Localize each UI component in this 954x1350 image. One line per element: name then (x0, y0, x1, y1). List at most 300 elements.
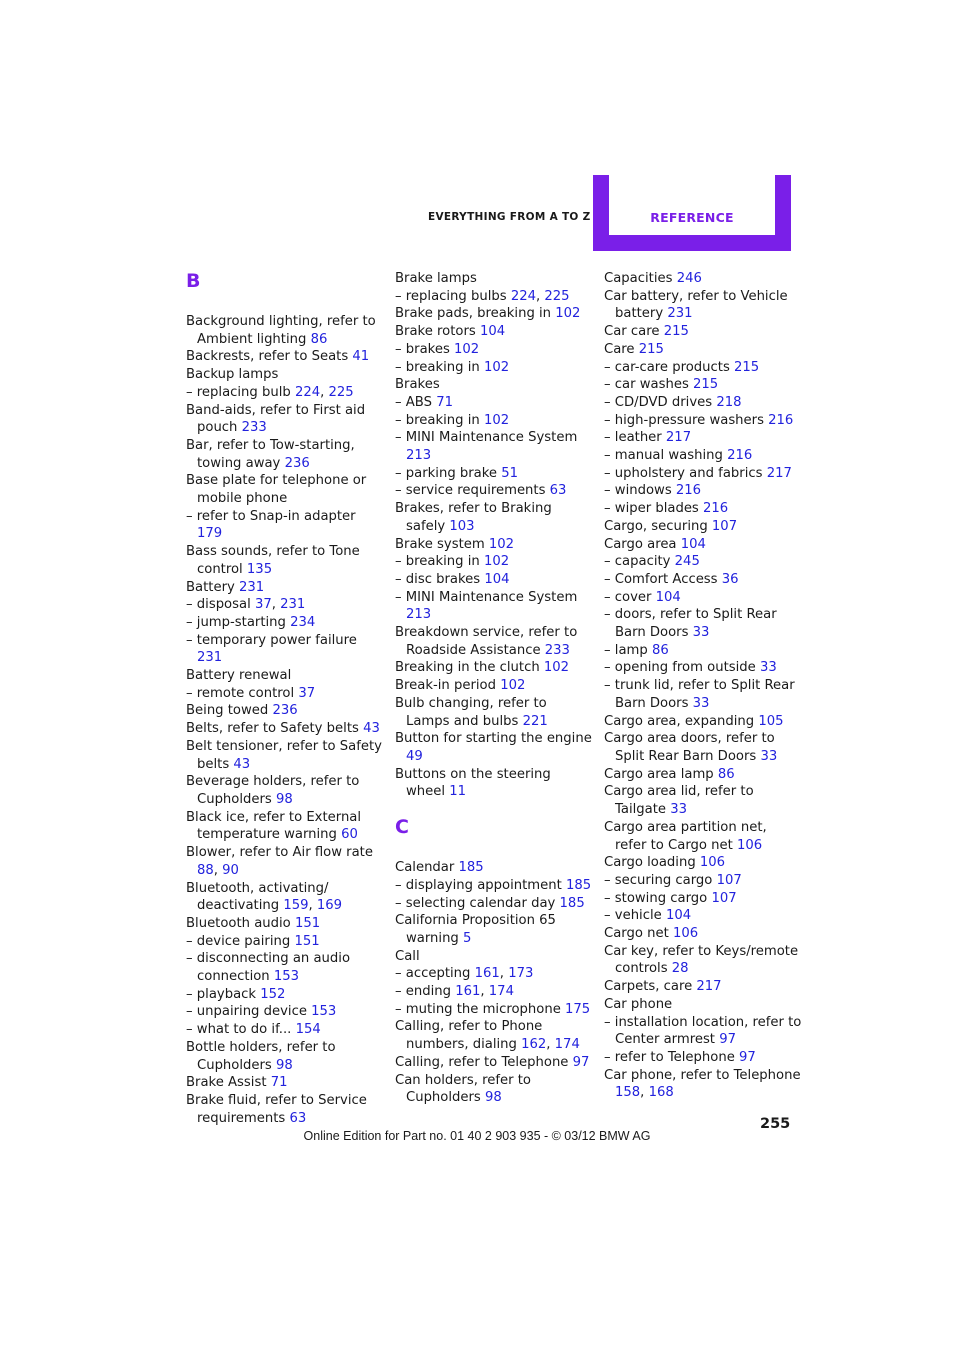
index-entry-term: Can holders, refer to Cupholders (395, 1072, 531, 1106)
index-entry-term: – remote control (186, 685, 295, 701)
page-reference-link[interactable]: 233 (544, 642, 570, 658)
index-entry-term: – stowing cargo (604, 890, 708, 906)
index-entry-term: Car key, refer to Keys/remote controls (604, 943, 799, 977)
index-entry (395, 948, 593, 966)
page-reference-link[interactable]: 106 (672, 926, 699, 942)
index-entry (186, 915, 384, 933)
page-reference-link[interactable]: 135 (246, 561, 273, 577)
index-entry (604, 429, 802, 447)
index-entry (395, 323, 593, 341)
index-entry-term: – doors, refer to Split Rear Barn Doors (604, 607, 777, 641)
page-reference-link[interactable]: 151 (294, 915, 321, 931)
index-entry (604, 783, 802, 818)
reference-tab-label: REFERENCE (650, 210, 734, 225)
index-entry (395, 1072, 593, 1107)
index-entry (395, 877, 593, 895)
index-entry (604, 394, 802, 412)
index-entry-term: – device pairing (186, 933, 291, 949)
index-entry (395, 859, 593, 877)
index-entry-term: Capacities (604, 271, 673, 286)
page-reference-link[interactable]: 33 (760, 748, 778, 764)
page-reference-link[interactable]: 104 (665, 908, 692, 924)
index-entry-term: Car phone, refer to Telephone (604, 1067, 801, 1083)
index-entry (186, 472, 384, 507)
index-entry-term: Breakdown service, refer to Roadside Assistance (395, 625, 578, 658)
index-entry-term: – breaking in (395, 412, 480, 428)
index-entry (604, 996, 802, 1014)
page-reference-link[interactable]: 231 (280, 597, 306, 613)
page-reference-link[interactable]: 51 (501, 465, 519, 481)
index-entry (395, 270, 593, 288)
page-reference-link[interactable]: 33 (759, 660, 777, 676)
index-entry-term: Car phone (604, 996, 673, 1012)
page-reference-link[interactable]: 33 (670, 802, 688, 818)
index-entry-term: – disc brakes (395, 571, 481, 587)
index-entry-term: Brake pads, breaking in (395, 306, 552, 322)
index-entry-term: – breaking in (395, 554, 480, 570)
index-entry-term: – high-pressure washers (604, 412, 764, 428)
page-reference-link[interactable]: 102 (483, 554, 510, 570)
index-entry-term: Care (604, 341, 635, 357)
page-reference-link[interactable]: 215 (693, 377, 719, 393)
index-entry: Blower, refer to Air flow rate 88, 90 (186, 845, 373, 878)
index-entry-term: – refer to Telephone (604, 1049, 735, 1065)
index-entry-term: Cargo net (604, 926, 669, 942)
index-entry (604, 677, 802, 712)
index-entry (604, 447, 802, 465)
page-reference-link[interactable]: 234 (290, 614, 316, 630)
index-entry-term: – car-care products (604, 359, 730, 375)
page-reference-link[interactable]: 71 (270, 1075, 288, 1091)
index-entry (186, 313, 384, 348)
index-entry-term: Being towed (186, 703, 269, 719)
index-entry (395, 394, 593, 412)
index-entry (395, 376, 593, 394)
index-entry-term: – MINI Maintenance System (395, 430, 578, 446)
page-reference-link[interactable]: 63 (289, 1110, 307, 1126)
page-reference-link[interactable]: 231 (197, 650, 223, 666)
index-entry (186, 986, 384, 1004)
index-entry (186, 1003, 384, 1021)
index-entry-term: Black ice, refer to External temperature warning (186, 809, 362, 843)
index-entry-term: Brakes (395, 377, 440, 393)
index-entry-term: Calling, refer to Telephone (395, 1054, 569, 1070)
index-entry-term: Bar, refer to Tow-starting, towing away (186, 437, 355, 471)
page-reference-link[interactable]: 216 (727, 448, 753, 464)
index-entry (186, 702, 384, 720)
page-reference-link[interactable]: 218 (716, 394, 742, 410)
index-entry (604, 553, 802, 571)
index-entry-term: – windows (604, 483, 672, 499)
page-reference-link[interactable]: 71 (436, 394, 453, 410)
index-entry (395, 1001, 593, 1019)
index-entry (395, 695, 593, 730)
index-entry (604, 659, 802, 677)
page-reference-link[interactable]: 102 (483, 359, 510, 375)
index-entry (395, 305, 593, 323)
index-entry (186, 809, 384, 844)
index-entry (604, 890, 802, 908)
page-reference-link[interactable]: 185 (559, 895, 585, 911)
page-reference-link[interactable]: 33 (692, 695, 710, 711)
index-entry-term: California Proposition 65 warning (395, 913, 556, 946)
page-reference-link[interactable]: 169 (316, 898, 343, 914)
index-entry (186, 685, 384, 703)
index-entry-term: – leather (604, 430, 662, 446)
page-reference-link[interactable]: 236 (284, 455, 310, 471)
index-entry: – replacing bulbs 224, 225 (395, 288, 570, 304)
page-reference-link[interactable]: 154 (295, 1022, 321, 1038)
index-entry-term: Cargo area lamp (604, 766, 714, 782)
page-reference-link[interactable]: 88 (197, 862, 214, 878)
page-reference-link[interactable]: 107 (711, 890, 737, 906)
section-title: EVERYTHING FROM A TO Z (428, 211, 591, 223)
index-entry (186, 1039, 384, 1074)
index-entry (395, 429, 593, 464)
index-entry-term: Brakes, refer to Braking safely (395, 501, 552, 534)
index-entry (604, 1049, 802, 1067)
index-entry-term: Bluetooth audio (186, 915, 291, 931)
index-entry-term: – what to do if... (186, 1022, 292, 1038)
page-reference-link[interactable]: 216 (703, 501, 729, 517)
index-entry (186, 348, 384, 366)
index-entry-term: Cargo area partition net, refer to Cargo net (604, 819, 767, 853)
index-entry-term: – disconnecting an audio connection (186, 951, 351, 985)
index-entry-term: Bulb changing, refer to Lamps and bulbs (395, 695, 547, 729)
page-reference-link[interactable]: 174 (488, 984, 514, 1000)
index-column-2 (395, 270, 593, 1107)
footer-edition-note: Online Edition for Part no. 01 40 2 903 935 - © 03/12 BMW AG (303, 1129, 651, 1143)
page-reference-link[interactable]: 217 (665, 430, 692, 446)
index-entry-term: – jump-starting (186, 614, 286, 630)
index-entry (604, 500, 802, 518)
page-reference-link[interactable]: 106 (737, 837, 763, 853)
page-reference-link[interactable]: 215 (734, 359, 760, 375)
page-reference-link[interactable]: 245 (674, 554, 700, 570)
index-entry (604, 412, 802, 430)
index-entry-term: – lamp (604, 642, 648, 658)
index-entry-term: – unpairing device (186, 1004, 307, 1020)
page-reference-link[interactable]: 43 (363, 721, 380, 737)
page-reference-link[interactable]: 98 (276, 791, 293, 807)
page-reference-link[interactable]: 98 (485, 1090, 502, 1106)
index-entry-term: Bluetooth, activating/ deactivating (186, 880, 329, 914)
index-entry (604, 730, 802, 765)
reference-tab (593, 175, 791, 251)
page-reference-link[interactable]: 231 (667, 306, 693, 322)
index-entry (604, 854, 802, 872)
index-entry-term: Cargo area (604, 536, 677, 552)
page-reference-link[interactable]: 97 (739, 1049, 756, 1065)
index-entry (186, 366, 384, 384)
index-entry: Car phone, refer to Telephone 158, 168 (604, 1067, 801, 1101)
page-reference-link[interactable]: 175 (565, 1001, 591, 1017)
index-entry-term: Cargo loading (604, 855, 696, 871)
index-entry-term: – replacing bulbs (395, 288, 507, 304)
index-entry-term: – service requirements (395, 483, 546, 499)
page-reference-link[interactable]: 104 (479, 324, 506, 340)
index-entry-term: – breaking in (395, 359, 480, 375)
index-entry (186, 738, 384, 773)
page-reference-link[interactable]: 103 (449, 518, 475, 534)
page-reference-link[interactable]: 233 (241, 420, 267, 436)
index-entry-term: Cargo, securing (604, 518, 708, 534)
page-reference-link[interactable]: 86 (717, 766, 735, 782)
page-reference-link[interactable]: 102 (488, 536, 515, 552)
page-reference-link[interactable]: 161 (474, 966, 500, 982)
index-entry (395, 359, 593, 377)
index-entry: – ending 161, 174 (395, 984, 514, 1000)
index-entry (186, 402, 384, 437)
page-reference-link[interactable]: 107 (716, 872, 742, 888)
index-entry-term: Cargo area lid, refer to Tailgate (604, 784, 754, 818)
index-entry-term: – wiper blades (604, 501, 699, 517)
index-entry (395, 571, 593, 589)
page-reference-link[interactable]: 153 (311, 1004, 337, 1020)
index-entry (604, 713, 802, 731)
index-letter-heading: B (186, 270, 201, 292)
index-entry-term: – cover (604, 589, 652, 605)
page-reference-link[interactable]: 231 (239, 579, 265, 595)
index-entry (395, 536, 593, 554)
index-entry (604, 872, 802, 890)
page-reference-link[interactable]: 104 (484, 571, 510, 587)
index-entry-term: – MINI Maintenance System (395, 589, 578, 605)
page-reference-link[interactable]: 217 (696, 979, 722, 995)
index-entry: – accepting 161, 173 (395, 966, 534, 982)
index-entry (604, 376, 802, 394)
index-entry-term: Cargo area doors, refer to Split Rear Barn Doors (604, 731, 775, 764)
index-entry (186, 950, 384, 985)
index-entry (604, 270, 802, 288)
page-reference-link[interactable]: 33 (692, 625, 710, 641)
index-entry-term: – securing cargo (604, 872, 713, 888)
page-reference-link[interactable]: 215 (638, 341, 664, 357)
page-reference-link[interactable]: 106 (699, 855, 726, 871)
page-reference-link[interactable]: 63 (549, 483, 567, 499)
page-reference-link[interactable]: 98 (276, 1057, 293, 1073)
index-letter-heading: C (395, 816, 409, 839)
index-entry (604, 642, 802, 660)
index-entry (395, 677, 593, 695)
index-entry-term: Calendar (395, 860, 455, 876)
index-entry (604, 536, 802, 554)
index-entry (395, 589, 593, 624)
index-entry (395, 912, 593, 947)
page-reference-link[interactable]: 41 (352, 349, 370, 365)
page-reference-link[interactable]: 43 (233, 756, 251, 772)
index-entry (395, 482, 593, 500)
index-entry-term: – car washes (604, 377, 689, 393)
page-reference-link[interactable]: 97 (572, 1054, 590, 1070)
page-reference-link[interactable]: 37 (298, 685, 316, 701)
index-entry-term: Backrests, refer to Seats (186, 349, 349, 365)
index-column-3 (604, 270, 802, 1102)
page-reference-link[interactable]: 97 (719, 1032, 736, 1048)
index-entry-term: Backup lamps (186, 367, 279, 383)
page-reference-link[interactable]: 5 (463, 930, 472, 946)
page-reference-link[interactable]: 173 (508, 966, 534, 982)
page-reference-link[interactable]: 185 (458, 860, 484, 876)
index-entry-term: Breaking in the clutch (395, 660, 540, 676)
page-reference-link[interactable]: 152 (260, 986, 286, 1002)
index-entry-term: Carpets, care (604, 979, 693, 995)
index-entry (604, 341, 802, 359)
index-entry (604, 766, 802, 784)
page-reference-link[interactable]: 60 (341, 827, 358, 843)
index-entry (395, 730, 593, 765)
index-entry-term: Button for starting the engine (395, 731, 592, 747)
page-reference-link[interactable]: 102 (555, 306, 581, 322)
index-entry-term: Break-in period (395, 678, 496, 694)
index-entry (604, 907, 802, 925)
index-entry-term: – manual washing (604, 448, 723, 464)
index-entry-term: Car care (604, 324, 660, 340)
index-entry-term: Brake system (395, 536, 485, 552)
index-entry-term: – ending (395, 984, 452, 1000)
index-entry-term: – ABS (395, 394, 432, 410)
index-entry: Calling, refer to Phone numbers, dialing 162, 174 (395, 1019, 580, 1053)
index-entry-term: Call (395, 948, 420, 964)
page-reference-link[interactable]: 102 (454, 341, 480, 357)
index-entry (186, 508, 384, 543)
index-entry (604, 819, 802, 854)
page-reference-link[interactable]: 104 (655, 589, 681, 605)
index-entry-term: – muting the microphone (395, 1001, 561, 1017)
page-reference-link[interactable]: 36 (721, 571, 739, 587)
page-reference-link[interactable]: 225 (328, 384, 354, 400)
page-reference-link[interactable]: 102 (543, 660, 570, 676)
page-reference-link[interactable]: 174 (554, 1037, 580, 1053)
index-entry (186, 667, 384, 685)
index-entry (395, 465, 593, 483)
page-reference-link[interactable]: 107 (711, 518, 738, 534)
page-reference-link[interactable]: 224 (294, 384, 321, 400)
page-reference-link[interactable]: 153 (273, 969, 300, 985)
page-reference-link[interactable]: 28 (671, 961, 689, 977)
index-entry-term: – opening from outside (604, 660, 756, 676)
page-reference-link[interactable]: 179 (197, 526, 223, 542)
index-entry (395, 341, 593, 359)
index-entry (395, 1054, 593, 1072)
index-entry (604, 288, 802, 323)
index-entry (604, 482, 802, 500)
page-reference-link[interactable]: 102 (483, 412, 510, 428)
page-reference-link[interactable]: 216 (675, 483, 702, 499)
page-reference-link[interactable]: 213 (406, 448, 432, 464)
index-entry-term: – displaying appointment (395, 877, 562, 893)
page-reference-link[interactable]: 162 (521, 1037, 547, 1053)
index-entry-term: Bass sounds, refer to Tone control (186, 544, 360, 577)
index-entry-term: – playback (186, 986, 257, 1002)
index-entry-term: – replacing bulb (186, 384, 291, 400)
page-reference-link[interactable]: 213 (406, 607, 432, 623)
index-entry-term: Belts, refer to Safety belts (186, 721, 359, 737)
index-entry-term: Beverage holders, refer to Cupholders (186, 774, 360, 807)
index-entry-term: – temporary power failure (186, 632, 357, 648)
index-entry-term: Blower, refer to Air flow rate (186, 845, 373, 861)
index-entry-term: Car battery, refer to Vehicle battery (604, 288, 788, 322)
index-column-1 (186, 270, 384, 1127)
index-entry (186, 1021, 384, 1039)
index-entry-term: – refer to Snap-in adapter (186, 508, 356, 524)
index-entry-term: Bottle holders, refer to Cupholders (186, 1039, 336, 1073)
page-reference-link[interactable]: 159 (283, 898, 309, 914)
page-reference-link[interactable]: 86 (310, 331, 328, 347)
index-entry-term: – brakes (395, 341, 450, 357)
index-entry (604, 606, 802, 641)
page-reference-link[interactable]: 236 (272, 703, 298, 719)
index-entry (604, 359, 802, 377)
page-reference-link[interactable]: 37 (254, 597, 272, 613)
index-entry-term: Band-aids, refer to First aid pouch (186, 402, 366, 436)
page-reference-link[interactable]: 217 (766, 465, 792, 481)
index-entry (186, 773, 384, 808)
page-reference-link[interactable]: 221 (522, 713, 548, 729)
index-entry (395, 895, 593, 913)
index-entry (395, 553, 593, 571)
index-entry-term: – Comfort Access (604, 571, 718, 587)
index-entry-term: – accepting (395, 966, 471, 982)
page-reference-link[interactable]: 215 (663, 324, 689, 340)
page-reference-link[interactable]: 161 (455, 984, 481, 1000)
index-entry-term: Background lighting, refer to Ambient lighting (186, 314, 376, 347)
page-reference-link[interactable]: 11 (449, 784, 467, 800)
index-entry (395, 624, 593, 659)
index-entry-term: – vehicle (604, 908, 662, 924)
index-entry-term: – capacity (604, 554, 671, 570)
index-entry (186, 543, 384, 578)
index-entry-term: Brake Assist (186, 1075, 267, 1091)
page-reference-link[interactable]: 158 (615, 1085, 641, 1101)
index-entry: Bluetooth, activating/ deactivating 159, 169 (186, 880, 343, 914)
index-entry-term: – upholstery and fabrics (604, 465, 763, 481)
index-entry (186, 1074, 384, 1092)
index-entry (395, 412, 593, 430)
index-entry (604, 465, 802, 483)
page-reference-link[interactable]: 185 (565, 877, 592, 893)
page-reference-link[interactable]: 86 (651, 642, 669, 658)
page-number: 255 (760, 1116, 791, 1132)
reference-tab-inner (609, 175, 775, 235)
index-entry-term: Base plate for telephone or mobile phone (186, 473, 367, 507)
index-entry (604, 518, 802, 536)
page-reference-link[interactable]: 49 (406, 748, 423, 764)
index-entry-term: – trunk lid, refer to Split Rear Barn Doors (604, 678, 795, 711)
index-entry-term: – selecting calendar day (395, 895, 556, 911)
index-entry (395, 659, 593, 677)
index-entry-term: – disposal (186, 597, 251, 613)
page-reference-link[interactable]: 151 (294, 933, 320, 949)
page-reference-link[interactable]: 225 (544, 288, 570, 304)
page-reference-link[interactable]: 102 (500, 678, 526, 694)
page-reference-link[interactable]: 168 (648, 1085, 674, 1101)
index-entry-term: – parking brake (395, 465, 498, 481)
index-entry-term: Brake fluid, refer to Service requirements (186, 1092, 367, 1126)
index-entry-term: Brake rotors (395, 324, 476, 340)
index-entry (604, 323, 802, 341)
page-reference-link[interactable]: 104 (680, 536, 706, 552)
page-reference-link[interactable]: 224 (510, 288, 536, 304)
index-entry (186, 579, 384, 597)
index-entry (186, 720, 384, 738)
page-reference-link[interactable]: 216 (768, 412, 794, 428)
page-reference-link[interactable]: 105 (758, 713, 784, 729)
index-entry-term: Belt tensioner, refer to Safety belts (186, 738, 382, 772)
page-reference-link[interactable]: 90 (222, 862, 239, 878)
page-reference-link[interactable]: 246 (676, 271, 702, 286)
index-entry (604, 571, 802, 589)
